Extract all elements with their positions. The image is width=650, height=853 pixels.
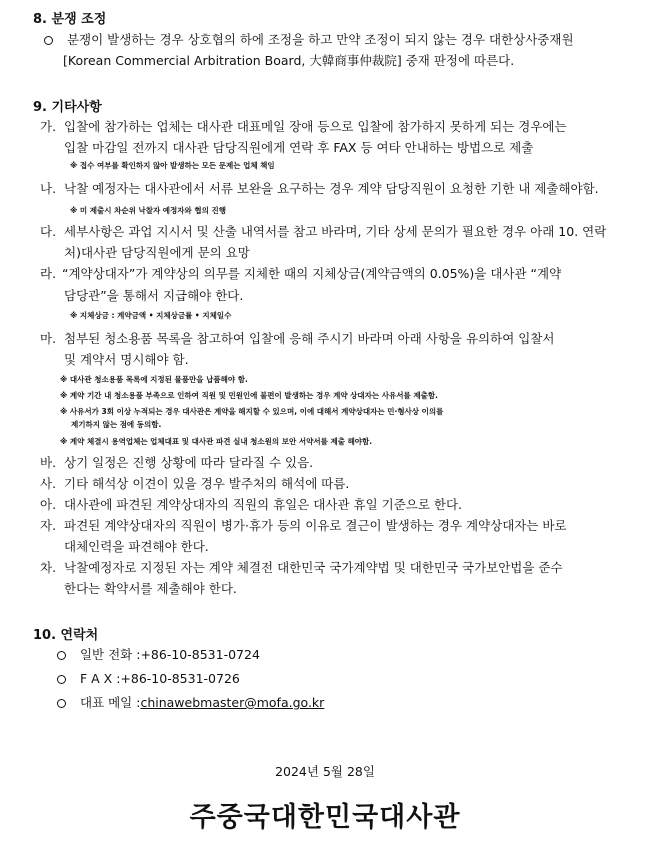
section-8-bullet-line [44, 32, 574, 48]
item-ra-note: ※ 지체상금 : 계약금액 • 지체상금률 • 지체일수 [70, 311, 232, 320]
document-date: 2024년 5월 28일 [275, 764, 375, 779]
item-ba-line-1: 상기 일정은 진행 상황에 따라 달라질 수 있음. [64, 455, 314, 470]
item-ja-line-1: 파견된 계약상대자의 직원이 병가·휴가 등의 이유로 결근이 발생하는 경우 계약상대자는 바로 [64, 518, 567, 533]
item-ma-marker: 마. [40, 331, 57, 346]
item-ra-marker: 라. [40, 266, 57, 281]
section-9-title: 9. 기타사항 [33, 100, 102, 115]
section-8-text-line-2: [Korean Commercial Arbitration Board, 大韓商事仲裁院] 중재 판정에 따른다. [63, 53, 515, 68]
item-ma-note-3-cont: 제기하지 않는 점에 동의함. [71, 420, 162, 429]
contact-email-row [57, 695, 324, 711]
item-ga-marker: 가. [40, 119, 57, 134]
email-link[interactable]: chinawebmaster@mofa.go.kr [140, 695, 325, 710]
phone-value: +86-10-8531-0724 [140, 647, 260, 662]
item-a-line-1: 대사관에 파견된 계약상대자의 직원의 휴일은 대사관 휴일 기준으로 한다. [64, 497, 463, 512]
item-cha-line-1: 낙찰예정자로 지정된 자는 계약 체결전 대한민국 국가계약법 및 대한민국 국가보안법을 준수 [64, 560, 563, 575]
item-na-marker: 나. [40, 181, 57, 196]
phone-label: 일반 전화 : [79, 647, 141, 662]
item-na-line-1: 낙찰 예정자는 대사관에서 서류 보완을 요구하는 경우 계약 담당직원이 요청한 기한 내 제출해야함. [64, 181, 599, 196]
item-ga-line-2: 입찰 마감일 전까지 대사관 담당직원에게 연락 후 FAX 등 여타 안내하는 방법으로 제출 [64, 140, 534, 155]
circle-bullet-icon [57, 675, 66, 684]
item-cha-marker: 차. [40, 560, 57, 575]
item-da-marker: 다. [40, 224, 57, 239]
item-na-note: ※ 미 제출시 차순위 낙찰자 예정자와 협의 진행 [70, 206, 226, 215]
item-sa-marker: 사. [40, 476, 57, 491]
item-ma-line-2: 및 계약서 명시해야 함. [64, 352, 189, 367]
item-a-marker: 아. [40, 497, 57, 512]
embassy-signature: 주중국대한민국대사관 [189, 802, 461, 833]
contact-phone-row [57, 647, 260, 663]
item-ma-note-3: ※ 사유서가 3회 이상 누적되는 경우 대사관은 계약을 해지할 수 있으며, 이에 대해서 계약상대자는 민·형사상 이의를 [60, 407, 444, 416]
item-ma-line-1: 첨부된 청소용품 목록을 참고하여 입찰에 응해 주시기 바라며 아래 사항을 유의하여 입찰서 [64, 331, 555, 346]
item-ma-note-2: ※ 계약 기간 내 청소용품 부족으로 인하여 직원 및 민원인에 불편이 발생하는 경우 계약 상대자는 사유서를 제출함. [60, 391, 438, 400]
item-ra-line-2: 담당관”을 통해서 지급해야 한다. [64, 288, 244, 303]
item-ra-line-1: “계약상대자”가 계약상의 의무를 지체한 때의 지체상금(계약금액의 0.05%)을 대사관 “계약 [62, 266, 562, 281]
item-ba-marker: 바. [40, 455, 57, 470]
email-label: 대표 메일 : [79, 695, 141, 710]
item-ga-note: ※ 접수 여부를 확인하지 않아 발생하는 모든 문제는 업체 책임 [70, 161, 275, 170]
section-8-text-line-1: 분쟁이 발생하는 경우 상호협의 하에 조정을 하고 만약 조정이 되지 않는 경우 대한상사중재원 [66, 32, 574, 47]
circle-bullet-icon [57, 699, 66, 708]
contact-fax-row [57, 671, 240, 687]
item-ma-note-1: ※ 대사관 청소용품 목록에 지정된 물품만을 납품해야 함. [60, 375, 248, 384]
section-10-title: 10. 연락처 [33, 628, 99, 643]
circle-bullet-icon [57, 651, 66, 660]
item-ja-line-2: 대체인력을 파견해야 한다. [64, 539, 209, 554]
fax-label: F A X : [79, 671, 121, 686]
item-cha-line-2: 한다는 확약서를 제출해야 한다. [64, 581, 237, 596]
item-ja-marker: 자. [40, 518, 57, 533]
item-sa-line-1: 기타 해석상 이견이 있을 경우 발주처의 해석에 따름. [64, 476, 350, 491]
fax-value: +86-10-8531-0726 [120, 671, 240, 686]
item-ma-note-4: ※ 계약 체결시 용역업체는 업체대표 및 대사관 파견 실내 청소원의 보안 서약서를 제출 해야함. [60, 437, 373, 446]
item-da-line-1: 세부사항은 과업 지시서 및 산출 내역서를 참고 바라며, 기타 상세 문의가 필요한 경우 아래 10. 연락 [64, 224, 607, 239]
item-da-line-2: 처)대사관 담당직원에게 문의 요망 [64, 245, 250, 260]
item-ga-line-1: 입찰에 참가하는 업체는 대사관 대표메일 장애 등으로 입찰에 참가하지 못하게 되는 경우에는 [64, 119, 567, 134]
circle-bullet-icon [44, 36, 53, 45]
section-8-title: 8. 분쟁 조정 [33, 12, 107, 27]
